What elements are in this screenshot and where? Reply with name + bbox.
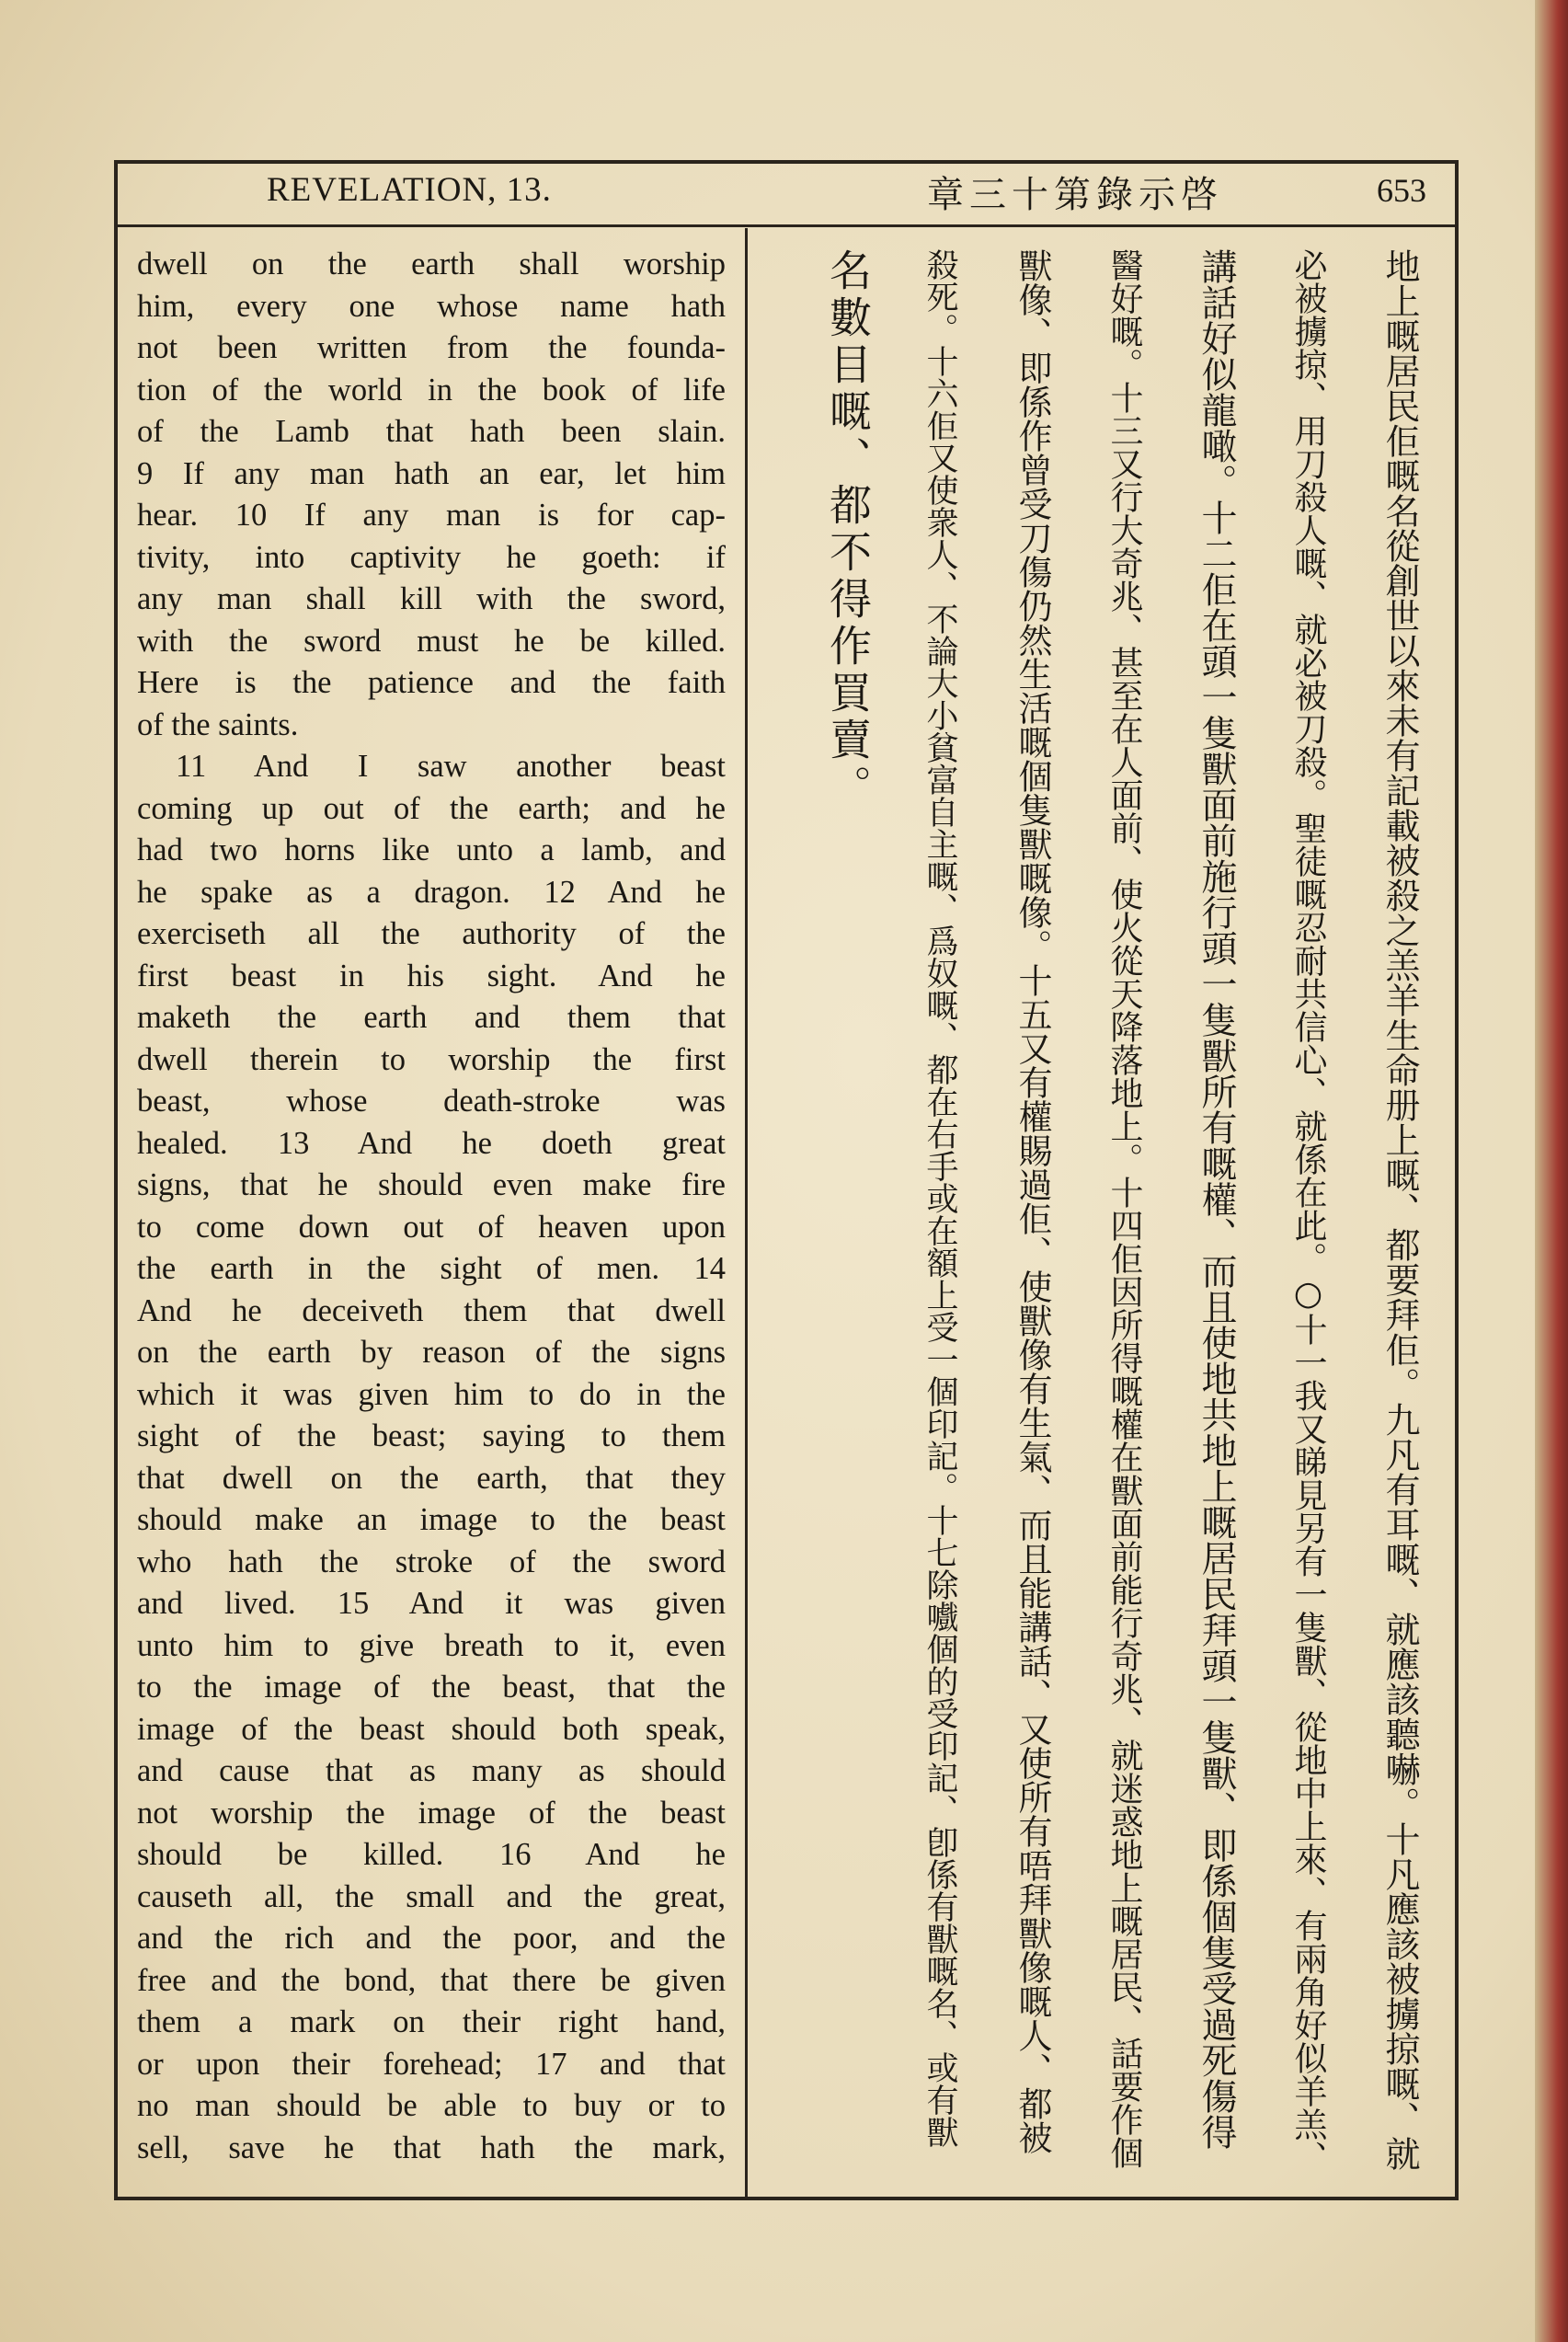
text-line: he spake as a dragon. 12 And he: [137, 874, 726, 910]
text-line: and lived. 15 And it was given: [137, 1586, 726, 1621]
text-line: which it was given him to do in the: [137, 1376, 726, 1412]
text-line: him, every one whose name hath: [137, 288, 726, 324]
vertical-text-column: 講話好似龍噉。十二佢在頭一隻獸面前施行頭一隻獸所有嘅權、而且使地共地上嘅居民拜頭一隻獸、即係個隻受過死傷得: [1196, 248, 1237, 2150]
vertical-text-column: 地上嘅居民佢嘅名從創世以來未有記載被殺之羔羊生命册上嘅、都要拜佢。九凡有耳嘅、就應該聽嚇。十凡應該被擄掠嘅、就: [1379, 248, 1420, 2171]
text-line: who hath the stroke of the sword: [137, 1544, 726, 1579]
text-line: tivity, into captivity he goeth: if: [137, 539, 726, 575]
text-line: of the saints.: [137, 706, 299, 742]
text-line: with the sword must he be killed.: [137, 623, 726, 659]
page-edge: [1535, 0, 1568, 2342]
text-line: healed. 13 And he doeth great: [137, 1125, 726, 1161]
text-line: causeth all, the small and the great,: [137, 1878, 726, 1914]
vertical-text-column: 殺死。十六佢又使衆人、不論大小貧富自主嘅、爲奴嘅、都在右手或在額上受一個印記。十七除嚱個的受印記、卽係有獸嘅名、或有獸: [921, 248, 958, 2148]
header-rule: [114, 224, 1459, 227]
text-line: that dwell on the earth, that they: [137, 1460, 726, 1496]
text-line: signs, that he should even make fire: [137, 1167, 726, 1202]
text-line: to the image of the beast, that the: [137, 1670, 726, 1705]
text-line: coming up out of the earth; and he: [137, 790, 726, 826]
text-line: dwell therein to worship the first: [137, 1041, 726, 1077]
english-text-column: [137, 244, 726, 2169]
text-line: 11 And I saw another beast: [176, 749, 726, 784]
text-line: them a mark on their right hand,: [137, 2004, 726, 2039]
text-line: not worship the image of the beast: [137, 1795, 726, 1831]
text-line: had two horns like unto a lamb, and: [137, 832, 726, 867]
text-line: beast, whose death-stroke was: [137, 1084, 726, 1119]
text-line: sell, save he that hath the mark,: [137, 2130, 726, 2165]
text-line: or upon their forehead; 17 and that: [137, 2046, 726, 2082]
text-line: hear. 10 If any man is for cap-: [137, 498, 726, 533]
text-line: And he deceiveth them that dwell: [137, 1292, 726, 1328]
vertical-text-column: 必被擄掠、用刀殺人嘅、就必被刀殺。聖徒嘅忍耐共信心、就係在此。○十一我又睇見另有一隻獸、從地中上來、有兩角好似羊羔、: [1289, 248, 1327, 2174]
text-line: 9 If any man hath an ear, let him: [137, 455, 726, 491]
text-line: Here is the patience and the faith: [137, 665, 726, 700]
running-head-english: REVELATION, 13.: [267, 171, 552, 209]
text-line: of the Lamb that hath been slain.: [137, 414, 726, 449]
text-line: not been written from the founda-: [137, 330, 726, 365]
running-head-chinese: 章三十第錄示啓: [927, 174, 1223, 216]
vertical-text-column: 醫好嘅。十三又行大奇兆、甚至在人面前、使火從天降落地上。十四佢因所得嘅權在獸面前能行奇兆、就迷惑地上嘅居民、話要作個: [1105, 248, 1143, 2169]
text-line: and the rich and the poor, and the: [137, 1921, 726, 1956]
text-line: no man should be able to buy or to: [137, 2088, 726, 2123]
vertical-text-column: 獸像、即係作曾受刀傷仍然生活嘅個隻獸嘅像。十五又有權賜過佢、使獸像有生氣、而且能講話、又使所有唔拜獸像嘅人、都被: [1013, 248, 1052, 2154]
text-line: any man shall kill with the sword,: [137, 581, 726, 616]
text-line: to come down out of heaven upon: [137, 1209, 726, 1245]
text-line: on the earth by reason of the signs: [137, 1335, 726, 1370]
chinese-text-column: [763, 237, 1444, 2192]
text-line: the earth in the sight of men. 14: [137, 1251, 726, 1286]
text-line: dwell on the earth shall worship: [137, 247, 726, 281]
text-line: unto him to give breath to it, even: [137, 1627, 726, 1663]
vertical-text-column: 名數目嘅、都不得作買賣。: [823, 248, 873, 811]
text-line: should make an image to the beast: [137, 1502, 726, 1537]
text-line: maketh the earth and them that: [137, 1000, 726, 1035]
text-line: should be killed. 16 And he: [137, 1837, 726, 1872]
text-line: first beast in his sight. And he: [137, 958, 726, 993]
column-divider: [745, 228, 748, 2200]
text-line: sight of the beast; saying to them: [137, 1418, 726, 1453]
text-line: and cause that as many as should: [137, 1753, 726, 1788]
text-line: exerciseth all the authority of the: [137, 916, 726, 951]
text-line: free and the bond, that there be given: [137, 1962, 726, 1998]
page-number: 653: [1377, 172, 1426, 209]
text-line: image of the beast should both speak,: [137, 1711, 726, 1747]
text-line: tion of the world in the book of life: [137, 372, 726, 408]
